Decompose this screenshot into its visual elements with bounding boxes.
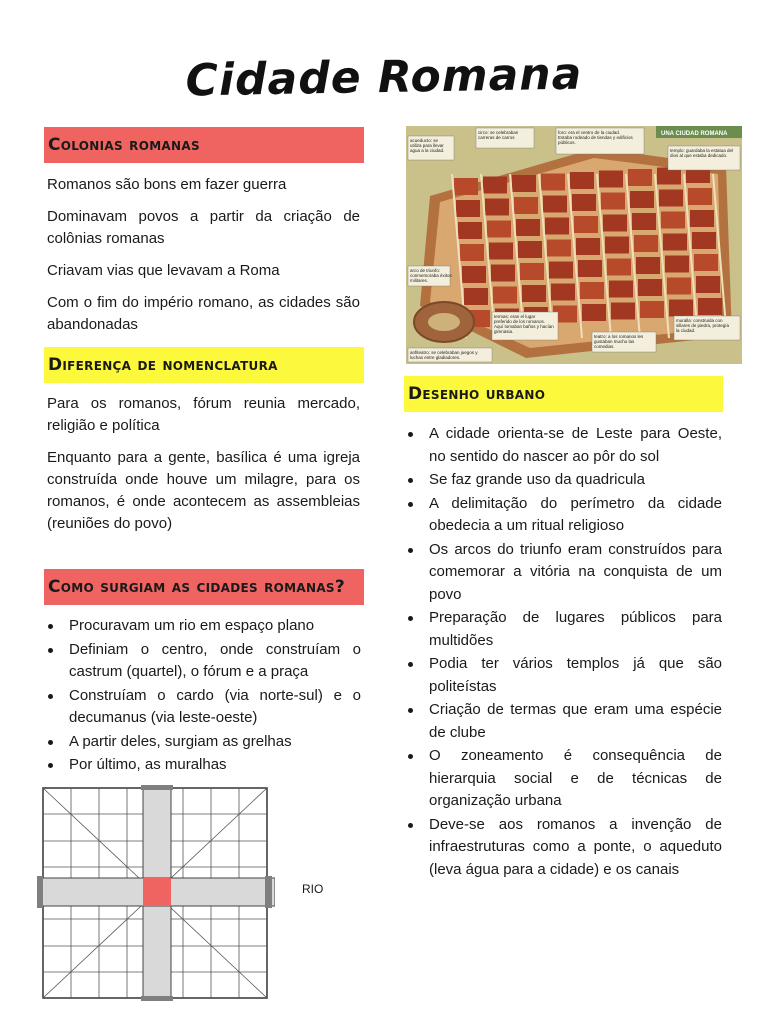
colonias-paragraph-4: Com o fim do império romano, as cidades são abandonadas [47,294,360,333]
city-block [667,278,691,295]
callout-muralla: muralla: construida con sillares de piedra, protegía la ciudad. [676,318,730,333]
city-block [580,282,604,299]
city-block [698,298,722,315]
city-block [487,221,511,238]
callout-teatro: teatro: a los romanos les gustaban mucho las comedias. [594,334,644,349]
city-block [576,238,600,255]
city-block [516,219,540,236]
city-block [491,265,515,282]
city-block [632,213,656,230]
nomenclatura-heading: Diferença de nomenclatura [44,347,364,383]
city-block [574,216,598,233]
city-block [456,200,480,217]
city-block [483,177,507,194]
city-block [493,287,517,304]
colonias-heading: Colonias romanas [44,127,364,163]
roman-city-grid-diagram [37,785,275,1001]
city-block [628,169,652,186]
como-surgiam-list [45,615,361,778]
city-block [547,240,571,257]
list-item: Construíam o cardo (via norte-sul) e o decumanus (via leste-oeste) [45,685,361,730]
callout-foro: foro: era el centro de la ciudad. Estaba rodeado de tiendas y edificios públicos. [558,130,633,145]
desenho-urbano-list [405,423,722,882]
callout-termas: termas: eran el lugar preferido de los romanos. Aquí tomaban baños y hacían gimnasia. [494,314,554,334]
callout-arco: arco de triunfo: conmemoraba éxitos militares. [410,268,452,283]
list-item: A cidade orienta-se de Leste para Oeste, no sentido do nascer ao pôr do sol [405,423,722,468]
city-block [634,235,658,252]
city-block [659,190,683,207]
callout-templo: templo: guardaba la estatua del dios al que estaba dedicado. [670,148,734,158]
city-block [630,191,654,208]
city-block [520,263,544,280]
colonias-paragraph-2: Dominavam povos a partir da criação de colônias romanas [47,208,360,247]
callout-acueducto: acueducto: se utiliza para llevar agua a la ciudad. [410,138,445,153]
city-block [582,304,606,321]
city-block [551,284,575,301]
city-block [541,174,565,191]
city-block [518,241,542,258]
list-item: Criação de termas que eram uma espécie de clube [405,699,722,744]
city-block [607,259,631,276]
city-block [549,262,573,279]
city-block [609,281,633,298]
city-block [601,193,625,210]
city-block [578,260,602,277]
list-item: Definiam o centro, onde construíam o castrum (quartel), o fórum e a praça [45,639,361,684]
city-block [690,210,714,227]
city-block [640,301,664,318]
city-block [688,188,712,205]
city-block [692,232,716,249]
city-block [458,222,482,239]
illustration-label: UNA CIUDAD ROMANA [661,131,728,137]
city-block [570,172,594,189]
list-item: Se faz grande uso da quadricula [405,469,722,492]
city-block [512,175,536,192]
list-item: A partir deles, surgiam as grelhas [45,731,361,754]
city-block [663,234,687,251]
roman-city-illustration [406,126,742,364]
city-block [696,276,720,293]
city-block [638,279,662,296]
list-item: Os arcos do triunfo eram construídos para comemorar a vitória na conquista de um povo [405,539,722,607]
nomenclatura-paragraph-1: Para os romanos, fórum reunia mercado, religião e política [47,395,360,434]
city-block [603,215,627,232]
city-block [661,212,685,229]
city-block [605,237,629,254]
page-title: Cidade Romana [185,48,583,107]
city-block [489,243,513,260]
callout-circo: circo: se celebraban carreras de carros [478,130,519,140]
colonias-paragraph-1: Romanos são bons em fazer guerra [47,176,287,193]
callout-anfiteatro: anfiteatro: se celebraban juegos y luchas entre gladiadores. [410,350,478,360]
list-item: Preparação de lugares públicos para multidões [405,607,722,652]
city-block [485,199,509,216]
list-item: Procuravam um rio em espaço plano [45,615,361,638]
city-block [694,254,718,271]
city-block [636,257,660,274]
list-item: Podia ter vários templos já que são politeístas [405,653,722,698]
city-block [572,194,596,211]
colonias-paragraph-3: Criavam vias que levavam a Roma [47,262,280,279]
city-block [514,197,538,214]
city-block [460,244,484,261]
list-item: A delimitação do perímetro da cidade obedecia a um ritual religioso [405,493,722,538]
list-item: O zoneamento é consequência de hierarquia social e de técnicas de organização urbana [405,745,722,813]
river-label: RIO [302,882,324,896]
city-block [454,178,478,195]
city-block [464,288,488,305]
city-block [599,171,623,188]
city-block [543,196,567,213]
desenho-urbano-heading: Desenho urbano [404,376,723,412]
city-block [669,300,693,317]
city-block [611,303,635,320]
city-block [522,285,546,302]
city-block [665,256,689,273]
city-block [462,266,486,283]
list-item: Por último, as muralhas [45,754,361,777]
list-item: Deve-se aos romanos a invenção de infraestruturas como a ponte, o aqueduto (leva água para a cidade) e os canais [405,814,722,882]
como-surgiam-heading: Como surgiam as cidades romanas? [44,569,364,605]
nomenclatura-paragraph-2: Enquanto para a gente, basílica é uma igreja construída onde houve um milagre, para os romanos, é onde acontecem as assembleias (reuniões do povo) [47,449,360,532]
city-block [545,218,569,235]
